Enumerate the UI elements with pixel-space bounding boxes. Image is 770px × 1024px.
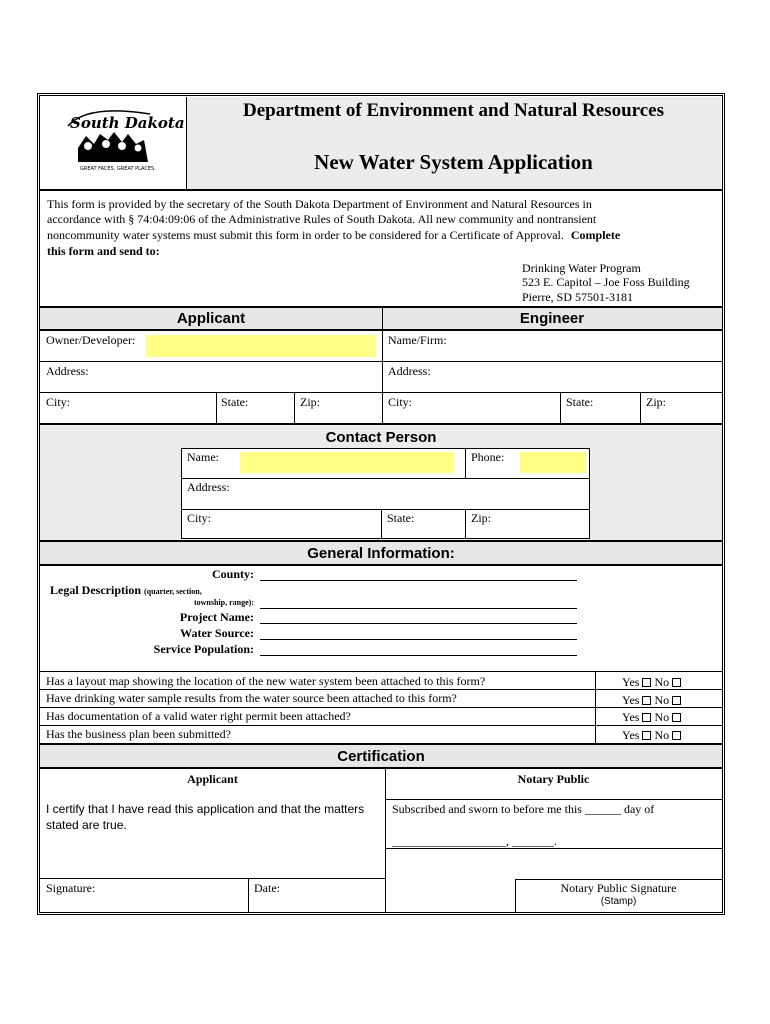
form-title: New Water System Application (314, 150, 593, 174)
question-3-no-checkbox[interactable] (672, 713, 681, 722)
project-name-input[interactable] (260, 623, 577, 624)
contact-rule-2 (181, 509, 590, 510)
question-2-yes-label: Yes (622, 693, 640, 707)
notary-signature-label: Notary Public Signature (560, 881, 677, 895)
question-3-yes-checkbox[interactable] (642, 713, 651, 722)
question-2-yes-checkbox[interactable] (642, 696, 651, 705)
water-source-label: Water Source: (180, 626, 254, 640)
signature-label: Signature: (46, 881, 96, 895)
contact-address-label: Address: (187, 480, 230, 494)
certify-statement-1: I certify that I have read this application and that the matters (46, 802, 365, 816)
state-logo (62, 104, 185, 174)
stamp-label: (Stamp) (600, 896, 637, 907)
notary-date-blank[interactable]: ___________________, _______. (392, 834, 557, 848)
eng-state-divider (560, 392, 561, 423)
question-4-yes-checkbox[interactable] (642, 731, 651, 740)
question-4-no-label: No (654, 728, 670, 742)
contact-phone-label: Phone: (471, 450, 505, 464)
owner-input[interactable] (146, 335, 376, 357)
question-3-no-label: No (654, 710, 670, 724)
contact-name-input[interactable] (240, 452, 454, 473)
question-2-no-label: No (654, 693, 670, 707)
question-rule-2 (40, 707, 722, 708)
engineer-state-label: State: (566, 395, 594, 409)
legal-description-label (50, 583, 202, 598)
question-1: Has a layout map showing the location of the new water system been attached to this form? (46, 674, 486, 688)
question-1-answers (622, 675, 684, 690)
cert-applicant-heading: Applicant (187, 772, 238, 786)
address-line-2: 523 E. Capitol – Joe Foss Building (522, 275, 690, 289)
contact-zip-label: Zip: (471, 511, 491, 525)
applicant-state-label: State: (221, 395, 249, 409)
contact-zip-divider (465, 509, 466, 539)
engineer-name-label: Name/Firm: (388, 333, 447, 347)
contact-rule-1 (181, 478, 590, 479)
question-4-no-checkbox[interactable] (672, 731, 681, 740)
intro-line-3 (47, 228, 620, 243)
notary-signature-line[interactable] (515, 879, 722, 880)
cert-heading-rule (385, 799, 722, 800)
general-heading: General Information: (307, 545, 455, 562)
county-label: County: (211, 567, 254, 581)
legal-note-1: (quarter, section, (144, 587, 202, 596)
logo-text: South Dakota (70, 114, 185, 132)
address-line-1: Drinking Water Program (522, 261, 641, 275)
service-population-input[interactable] (260, 655, 577, 656)
applicant-city-label: City: (46, 395, 71, 409)
applicant-zip-label: Zip: (300, 395, 320, 409)
questions-top-rule (40, 671, 722, 672)
cert-date-divider (248, 878, 249, 912)
applicant-heading: Applicant (176, 310, 246, 327)
eng-zip-divider (640, 392, 641, 423)
applicant-address-label: Address: (46, 364, 89, 378)
intro-complete: Complete (570, 228, 621, 242)
app-state-divider (216, 392, 217, 423)
question-4-yes-label: Yes (622, 728, 640, 742)
question-3-answers (622, 710, 684, 725)
date-label: Date: (254, 881, 280, 895)
question-2-no-checkbox[interactable] (672, 696, 681, 705)
subscribed-text: Subscribed and sworn to before me this ______ day of (392, 802, 655, 816)
app-zip-divider (294, 392, 295, 423)
cert-notary-heading: Notary Public (517, 772, 590, 786)
question-2: Have drinking water sample results from the water source been attached to this form? (46, 691, 457, 705)
water-source-input[interactable] (260, 639, 577, 640)
contact-state-label: State: (387, 511, 415, 525)
certify-statement-2: stated are true. (46, 818, 127, 832)
question-4: Has the business plan been submitted? (46, 727, 231, 741)
contact-name-label: Name: (187, 450, 219, 464)
question-4-answers (622, 728, 684, 743)
intro-line-4: this form and send to: (47, 244, 160, 258)
questions-yn-divider (595, 671, 596, 743)
row-rule-1 (40, 361, 722, 362)
department-title: Department of Environment and Natural Resources (243, 100, 664, 121)
header-bottom-rule (40, 189, 722, 191)
contact-heading: Contact Person (325, 429, 437, 446)
engineer-zip-label: Zip: (646, 395, 666, 409)
address-line-3: Pierre, SD 57501-3181 (522, 290, 633, 304)
question-3-yes-label: Yes (622, 710, 640, 724)
engineer-heading: Engineer (519, 310, 585, 327)
intro-line-1: This form is provided by the secretary of the South Dakota Department of Environment and Natural Resources in (47, 197, 592, 211)
logo-tagline: GREAT FACES. GREAT PLACES. (80, 166, 156, 172)
intro-line-2: accordance with § 74:04:09:06 of the Administrative Rules of South Dakota. All new community and nontransient (47, 212, 597, 226)
row-rule-2 (40, 392, 722, 393)
contact-phone-divider (465, 448, 466, 478)
question-rule-3 (40, 725, 722, 726)
engineer-address-label: Address: (388, 364, 431, 378)
intro-line-3-text: noncommunity water systems must submit this form in order to be considered for a Certificate of Approval. (47, 228, 564, 242)
mount-rushmore-icon (62, 104, 185, 174)
project-name-label: Project Name: (179, 610, 254, 624)
cert-applicant-sign-rule (40, 878, 385, 879)
question-1-no-checkbox[interactable] (672, 678, 681, 687)
question-2-answers (622, 693, 684, 708)
contact-state-divider (381, 509, 382, 539)
question-1-yes-checkbox[interactable] (642, 678, 651, 687)
service-population-label: Service Population: (153, 642, 254, 656)
engineer-city-label: City: (388, 395, 413, 409)
county-input[interactable] (260, 580, 577, 581)
legal-note-2: township, range): (193, 598, 254, 607)
contact-city-label: City: (187, 511, 212, 525)
question-1-no-label: No (654, 675, 670, 689)
contact-top-rule (40, 423, 722, 425)
certification-heading: Certification (337, 748, 425, 765)
legal-description-input[interactable] (260, 608, 577, 609)
question-3: Has documentation of a valid water right permit been attached? (46, 709, 351, 723)
legal-label-text: Legal Description (50, 583, 141, 597)
owner-label: Owner/Developer: (46, 333, 136, 347)
question-1-yes-label: Yes (622, 675, 640, 689)
certification-divider (385, 769, 386, 912)
question-rule-1 (40, 689, 722, 690)
contact-phone-input[interactable] (520, 452, 586, 473)
